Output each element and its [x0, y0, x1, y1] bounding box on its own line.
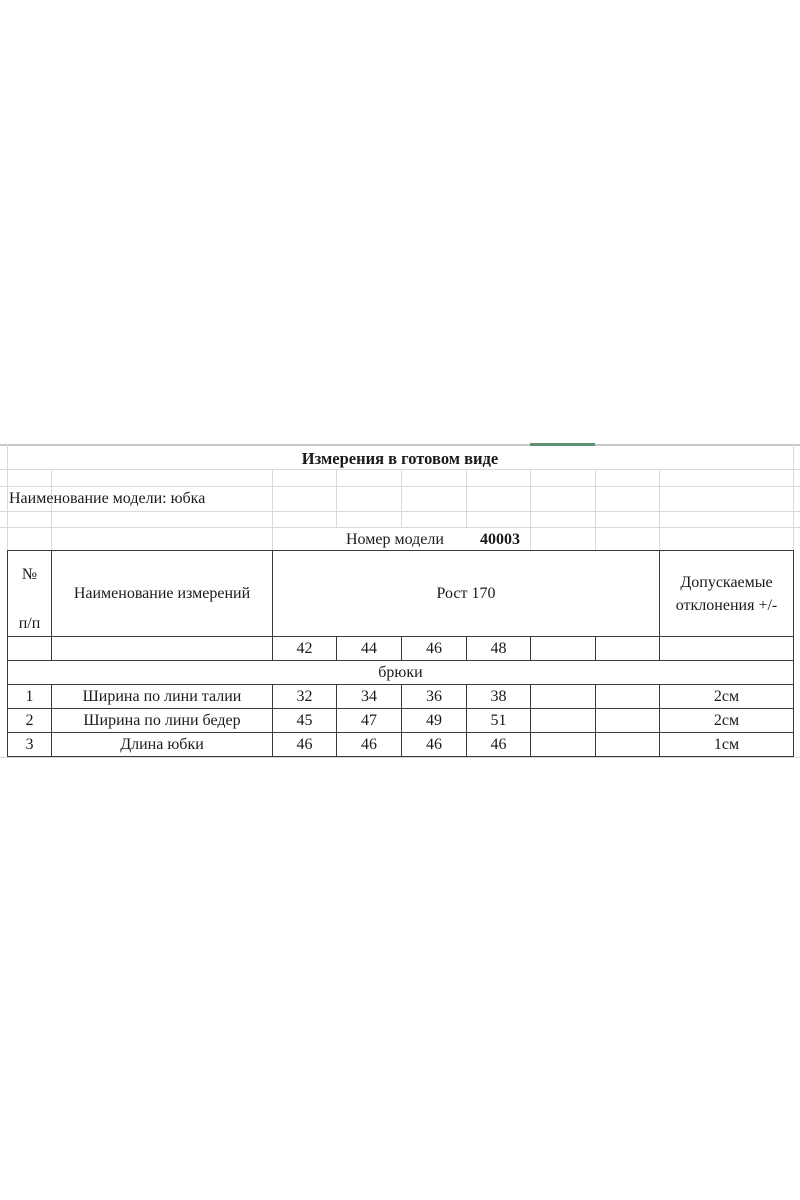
sizes-blank	[8, 637, 52, 661]
size-cell: 48	[467, 637, 531, 661]
measurements-table	[7, 550, 794, 757]
header-height: Рост 170	[273, 551, 660, 637]
header-no-pp: п/п	[18, 615, 41, 632]
gridline-col	[401, 469, 402, 527]
row-value: 46	[467, 733, 531, 757]
row-value: 38	[467, 685, 531, 709]
gridline-col	[659, 469, 660, 550]
row-value: 49	[402, 709, 467, 733]
row-value: 46	[273, 733, 337, 757]
model-name-label: Наименование модели: юбка	[9, 490, 206, 507]
sizes-blank	[52, 637, 273, 661]
row-value: 32	[273, 685, 337, 709]
row-number: 2	[8, 709, 52, 733]
model-number-value: 40003	[480, 531, 520, 548]
sizes-row	[8, 637, 794, 661]
row-value: 46	[402, 733, 467, 757]
size-cell: 42	[273, 637, 337, 661]
row-value: 47	[337, 709, 402, 733]
gridline-row	[0, 757, 800, 758]
row-number: 3	[8, 733, 52, 757]
gridline-row	[0, 527, 800, 528]
table-row	[8, 685, 794, 709]
row-value	[596, 709, 660, 733]
sizes-blank	[660, 637, 794, 661]
top-gridline	[0, 444, 800, 446]
spreadsheet-area	[0, 440, 800, 760]
row-name: Длина юбки	[52, 733, 273, 757]
gridline-col	[530, 469, 531, 550]
gridline-col	[272, 469, 273, 550]
row-value: 51	[467, 709, 531, 733]
row-tolerance: 2см	[660, 685, 794, 709]
gridline-row	[0, 486, 800, 487]
row-value	[531, 709, 596, 733]
row-tolerance: 2см	[660, 709, 794, 733]
row-name: Ширина по лини бедер	[52, 709, 273, 733]
sheet-title: Измерения в готовом виде	[301, 449, 499, 468]
row-name: Ширина по лини талии	[52, 685, 273, 709]
section-label: брюки	[8, 661, 794, 685]
row-value	[531, 733, 596, 757]
model-number-label: Номер модели	[346, 531, 444, 548]
size-cell	[531, 637, 596, 661]
table-row	[8, 709, 794, 733]
size-cell: 46	[402, 637, 467, 661]
section-row	[8, 661, 794, 685]
row-number: 1	[8, 685, 52, 709]
row-value: 34	[337, 685, 402, 709]
header-measurement-name: Наименование измерений	[52, 551, 273, 637]
row-value	[596, 733, 660, 757]
header-row	[8, 551, 794, 637]
header-no	[8, 551, 52, 637]
gridline-row	[0, 511, 800, 512]
row-value	[596, 685, 660, 709]
header-tolerance: Допускаемые отклонения +/-	[660, 551, 794, 637]
gridline-col	[51, 469, 52, 550]
size-cell: 44	[337, 637, 402, 661]
table-row	[8, 733, 794, 757]
gridline-col	[595, 469, 596, 550]
row-value: 36	[402, 685, 467, 709]
row-value: 45	[273, 709, 337, 733]
gridline-row	[0, 469, 800, 470]
gridline-col	[336, 469, 337, 527]
size-cell	[596, 637, 660, 661]
gridline-col	[466, 469, 467, 527]
row-tolerance: 1см	[660, 733, 794, 757]
header-no-symbol: №	[21, 566, 38, 583]
row-value	[531, 685, 596, 709]
row-value: 46	[337, 733, 402, 757]
active-cell-indicator	[530, 443, 595, 446]
